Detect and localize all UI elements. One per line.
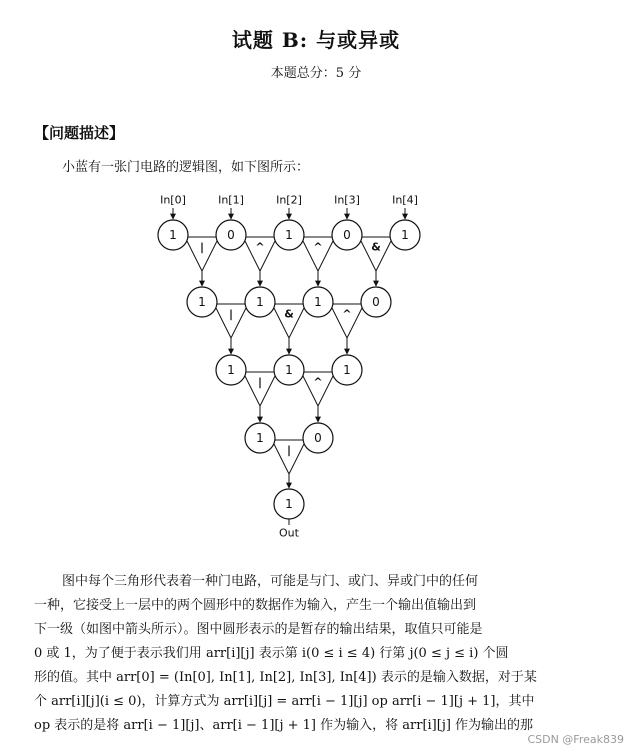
description-line: 一种，它接受上一层中的两个圆形中的数据作为输入，产生一个输出值输出到 <box>34 598 477 613</box>
node-value: 1 <box>314 295 322 309</box>
node-value: 1 <box>256 431 264 445</box>
problem-description <box>34 570 554 738</box>
description-line: op 表示的是将 arr[i − 1][j]、arr[i − 1][j + 1] 作为输入，将 arr[i][j] 作为输出的那 <box>34 718 534 733</box>
node-value: 0 <box>372 295 380 309</box>
node-value: 1 <box>227 363 235 377</box>
node-value: 0 <box>227 228 235 242</box>
description-line: 0 或 1，为了便于表示我们用 arr[i][j] 表示第 i(0 ≤ i ≤ 4) 行第 j(0 ≤ j ≤ i) 个圆 <box>34 646 509 661</box>
logic-circuit-diagram <box>0 180 632 550</box>
gate-operator: | <box>228 307 234 321</box>
section-heading: 【问题描述】 <box>34 124 125 142</box>
node-value: 0 <box>314 431 322 445</box>
gate-operator: ^ <box>313 240 323 254</box>
input-label: In[3] <box>334 193 360 207</box>
description-line: 图中每个三角形代表着一种门电路，可能是与门、或门、异或门中的任何 <box>62 574 479 589</box>
input-label: In[4] <box>392 193 418 207</box>
input-label: In[1] <box>218 193 244 207</box>
node-value: 1 <box>285 363 293 377</box>
description-line: 个 arr[i][j](i ≤ 0)，计算方式为 arr[i][j] = arr[i − 1][j] op arr[i − 1][j + 1]，其中 <box>34 694 535 709</box>
node-value: 0 <box>343 228 351 242</box>
score-label: 本题总分：5 分 <box>270 66 362 81</box>
output-label: Out <box>279 526 299 540</box>
watermark: CSDN @Freak839 <box>527 733 624 746</box>
description-line: 形的值。其中 arr[0] = (In[0], In[1], In[2], In[3], In[4]) 表示的是输入数据，对于某 <box>34 670 537 685</box>
input-label: In[0] <box>160 193 186 207</box>
node-value: 1 <box>285 228 293 242</box>
node-value: 1 <box>401 228 409 242</box>
gate-operator: & <box>284 307 294 321</box>
node-value: 1 <box>198 295 206 309</box>
gate-operator: & <box>371 240 381 254</box>
gate-operator: | <box>257 375 263 389</box>
input-label: In[2] <box>276 193 302 207</box>
gate-operator: | <box>286 443 292 457</box>
node-value: 1 <box>343 363 351 377</box>
gate-operator: ^ <box>255 240 265 254</box>
page-title: 试题 B: 与或异或 <box>231 28 401 52</box>
gate-operator: ^ <box>313 375 323 389</box>
intro-text: 小蓝有一张门电路的逻辑图，如下图所示： <box>62 160 310 175</box>
gate-operator: ^ <box>342 307 352 321</box>
description-line: 下一级（如图中箭头所示）。图中圆形表示的是暂存的输出结果，取值只可能是 <box>34 622 483 637</box>
node-value: 1 <box>169 228 177 242</box>
gate-operator: | <box>199 240 205 254</box>
node-value: 1 <box>285 497 293 511</box>
node-value: 1 <box>256 295 264 309</box>
